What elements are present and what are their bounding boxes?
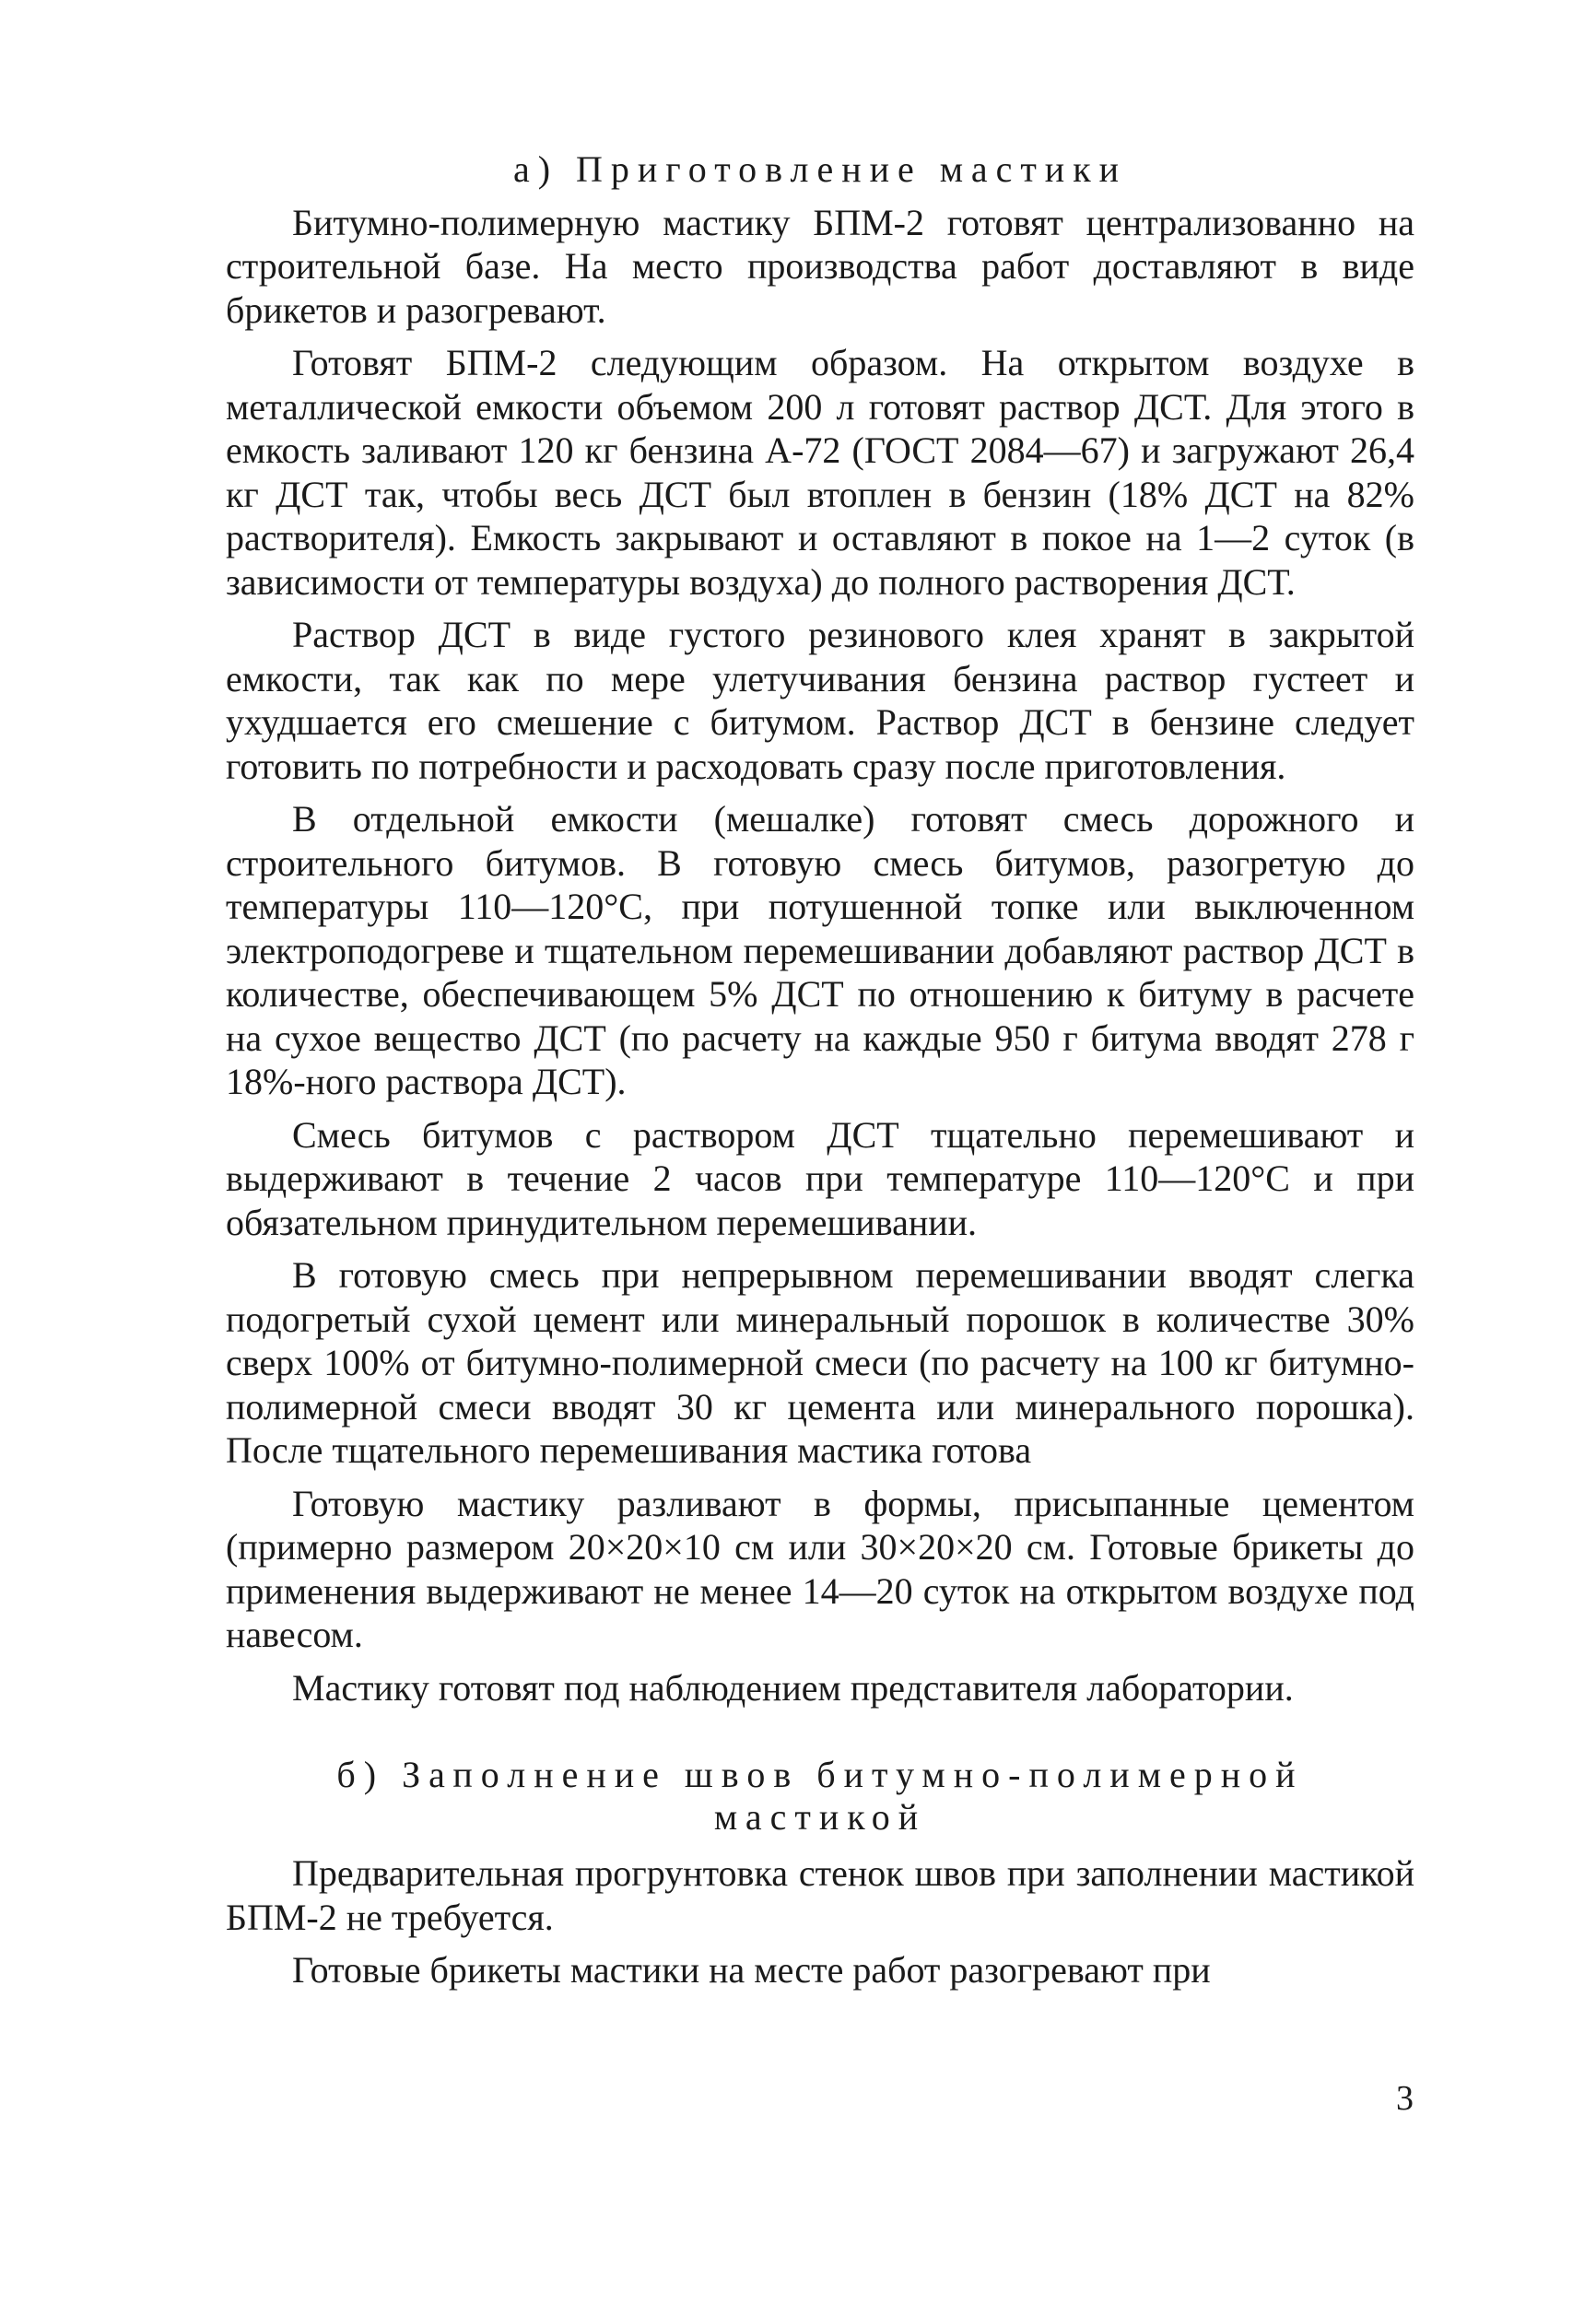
paragraph: В отдельной емкости (мешалке) готовят смесь дорожного и строительного битумов. В готовую смесь битумов, разогретую до температуры 110—120°С, при потушенной топке или выключенном электроподогреве и тщательном перемешивании добавляют раствор ДСТ в количестве, обеспечивающем 5% ДСТ по отношению к битуму в расчете на сухое вещество ДСТ (по расчету на каждые 950 г битума вводят 278 г 18%-ного раствора ДСТ). bbox=[226, 798, 1414, 1102]
paragraph: Готовые брикеты мастики на месте работ разогревают при bbox=[292, 1949, 1211, 1991]
paragraph: Смесь битумов с раствором ДСТ тщательно перемешивают и выдерживают в течение 2 часов при температуре 110—120°С и при обязательном принудительном перемешивании. bbox=[226, 1113, 1414, 1243]
paragraph: Битумно-полимерную мастику БПМ-2 готовят централизованно на строительной базе. На место производства работ доставляют в виде брикетов и разогревают. bbox=[226, 201, 1414, 331]
paragraph: Готовят БПМ-2 следующим образом. На открытом воздухе в металлической емкости объемом 200 л готовят раствор ДСТ. Для этого в емкость заливают 120 кг бензина А-72 (ГОСТ 2084—67) и загружают 26,4 кг ДСТ так, чтобы весь ДСТ был втоплен в бензин (18% ДСТ на 82% растворителя). Емкость закрывают и оставляют в покое на 1—2 суток (в зависимости от температуры воздуха) до полного растворения ДСТ. bbox=[226, 342, 1414, 603]
paragraph: Предварительная прогрунтовка стенок швов при заполнении мастикой БПМ-2 не требуется. bbox=[226, 1852, 1414, 1938]
page-number: 3 bbox=[1396, 2079, 1414, 2118]
section-a-heading: а) Приготовление мастики bbox=[512, 148, 1128, 190]
paragraph: Готовую мастику разливают в формы, присыпанные цементом (примерно размером 20×20×10 см или 30×20×20 см. Готовые брикеты до применения выдерживают не менее 14—20 суток на открытом воздухе под навесом. bbox=[226, 1482, 1414, 1655]
paragraph: Мастику готовят под наблюдением представителя лаборатории. bbox=[292, 1666, 1294, 1709]
paragraph: Раствор ДСТ в виде густого резинового клея хранят в закрытой емкости, так как по мере улетучивания бензина раствор густеет и ухудшается его смешение с битумом. Раствор ДСТ в бензине следует готовить по потребности и расходовать сразу после приготовления. bbox=[226, 614, 1414, 787]
paragraph: В готовую смесь при непрерывном перемешивании вводят слегка подогретый сухой цемент или минеральный порошок в количестве 30% сверх 100% от битумно-полимерной смеси (по расчету на 100 кг битумно-полимерной смеси вводят 30 кг цемента или минерального порошка). После тщательного перемешивания мастика готова bbox=[226, 1254, 1414, 1471]
document-page bbox=[226, 147, 1414, 2002]
section-b-heading: б) Заполнение швов битумно-полимерной мастикой bbox=[336, 1754, 1304, 1838]
